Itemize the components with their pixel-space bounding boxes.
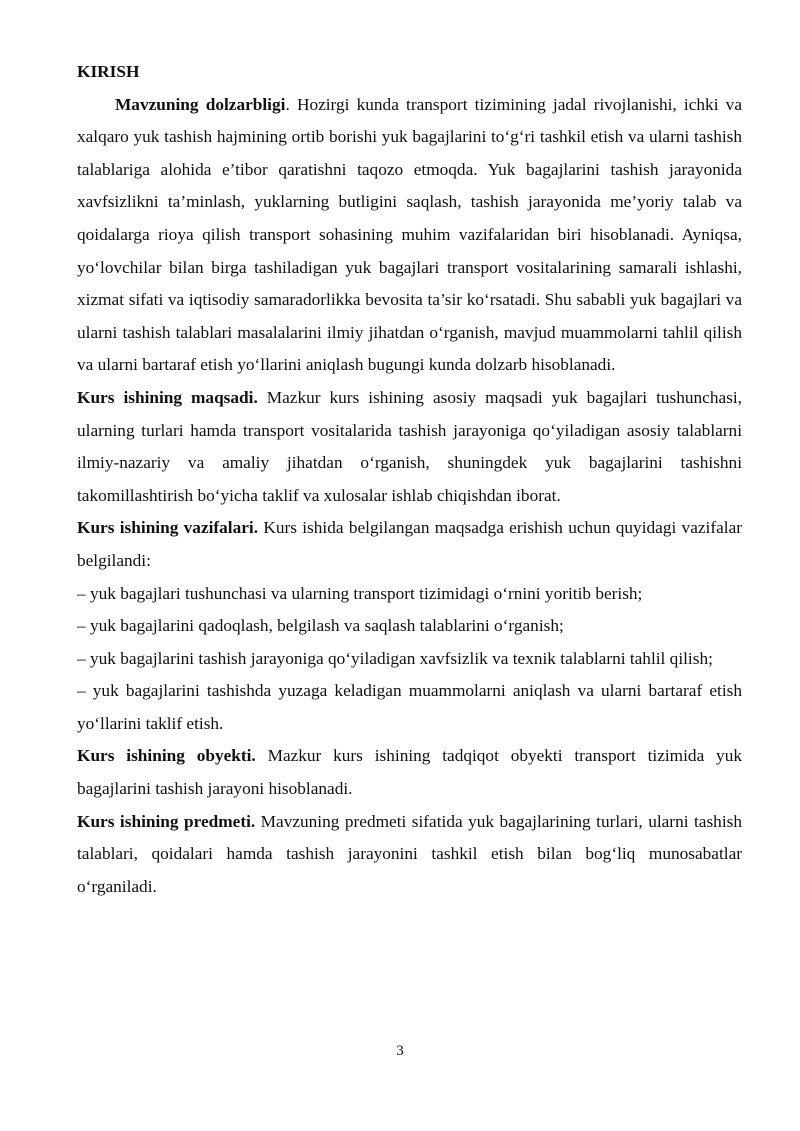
tasks-text: Kurs ishida belgilangan maqsadga erishish uchun quyidagi vazifalar belgilandi:: [77, 518, 742, 570]
page-number: 3: [396, 1043, 404, 1059]
object-text: Mazkur kurs ishining tadqiqot obyekti transport tizimida yuk bagajlarini tashish jarayoni hisoblanadi.: [77, 746, 742, 799]
object-heading: Kurs ishining obyekti.: [77, 746, 256, 766]
goal-text: Mazkur kurs ishining asosiy maqsadi yuk bagajlari tushunchasi, ularning turlari hamda transport vositalarida tashish jarayoniga qo‘yiladigan asosiy talablarni ilmiy-nazariy va amaliy jihatdan o‘rganish, shuningdek yuk bagajlarini tashishni takomillashtirish bo‘yicha taklif va xulosalar ishlab chiqishdan iborat.: [77, 387, 742, 505]
task-item: – yuk bagajlarini tashish jarayoniga qo‘yiladigan xavfsizlik va texnik talablarni tahlil qilish;: [77, 648, 713, 668]
relevance-heading-suffix: .: [285, 94, 290, 114]
page-title: KIRISH: [77, 62, 140, 81]
task-item: – yuk bagajlarini qadoqlash, belgilash va saqlash talablarini o‘rganish;: [77, 616, 564, 636]
task-item: – yuk bagajlarini tashishda yuzaga keladigan muammolarni aniqlash va ularni bartaraf etish yo‘llarini taklif etish.: [77, 681, 742, 733]
task-item: – yuk bagajlari tushunchasi va ularning transport tizimidagi o‘rnini yoritib berish;: [77, 583, 643, 603]
relevance-text: Hozirgi kunda transport tizimining jadal rivojlanishi, ichki va xalqaro yuk tashish hajmining ortib borishi yuk bagajlarini to‘g‘ri tashkil etish va ularni tashish talablariga alohida e’tibor qaratishni taqozo etmoqda. Yuk bagajlarini tashish jarayonida xavfsizlikni ta’minlash, yuklarning butligini saqlash, tashish jarayonida me’yoriy talab va qoidalarga rioya qilish transport sohasining muhim vazifalaridan biri hisoblanadi. Ayniqsa, yo‘lovchilar bilan birga tashiladigan yuk bagajlari transport vositalarining samarali ishlashi, xizmat sifati va iqtisodiy samaradorlikka bevosita ta’sir ko‘rsatadi. Shu sababli yuk bagajlari va ularni tashish talablari masalalarini ilmiy jihatdan o‘rganish, mavjud muammolarni tahlil qilish va ularni bartaraf etish yo‘llarini aniqlash bugungi kunda dolzarb hisoblanadi.: [77, 94, 742, 375]
goal-paragraph: [77, 382, 742, 512]
subject-heading: Kurs ishining predmeti.: [77, 811, 256, 831]
subject-text: Mavzuning predmeti sifatida yuk bagajlarining turlari, ularni tashish talablari, qoidalari hamda tashish jarayonini tashkil etish bilan bog‘liq munosabatlar o‘rganiladi.: [77, 811, 742, 896]
subject-paragraph: [77, 806, 742, 904]
document-page: [77, 56, 742, 903]
tasks-heading: Kurs ishining vazifalari.: [77, 518, 259, 538]
object-paragraph: [77, 740, 742, 805]
relevance-heading: Mavzuning dolzarbligi: [115, 94, 286, 114]
tasks-paragraph: [77, 512, 742, 577]
goal-heading: Kurs ishining maqsadi.: [77, 387, 258, 407]
relevance-paragraph: [77, 89, 742, 382]
